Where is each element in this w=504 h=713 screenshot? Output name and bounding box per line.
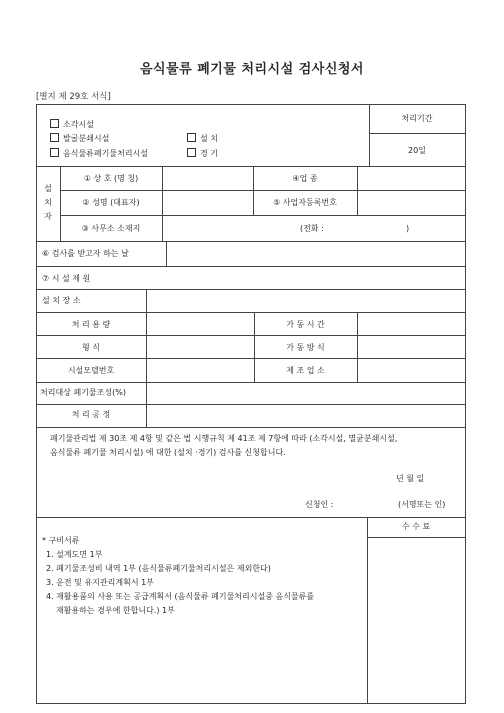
attachments-header: * 구비서류 — [42, 536, 80, 545]
office-address-label: ③ 사무소 소재지 — [81, 224, 141, 233]
checkbox-icon — [50, 148, 59, 157]
form-number: [별지 제 29호 서식] — [36, 92, 111, 102]
business-regno-label: ⑤ 사업자등록번호 — [273, 198, 337, 207]
phone-close: ) — [406, 224, 410, 233]
waste-composition-label: 처리대상 폐기물조성(%) — [40, 388, 126, 397]
operating-method-label: 가 동 방 식 — [286, 343, 325, 352]
type-label: 형 식 — [82, 343, 100, 352]
installer-side-label: 설 치 자 — [44, 184, 52, 221]
fee-label: 수 수 료 — [401, 522, 431, 531]
specs-label: ⑦ 시 설 제 원 — [42, 274, 91, 283]
declaration-text-1: 폐기물관리법 제 30조 제 4항 및 같은 법 시행규칙 제 41조 제 7항에 따라 (소각시설, 멸균분쇄시설, — [50, 434, 398, 443]
process-label: 처 리 공 정 — [71, 410, 111, 419]
period-value: 20일 — [408, 146, 426, 155]
checkbox-install[interactable]: 설 치 — [187, 133, 218, 144]
frame-top — [36, 104, 466, 105]
checkbox-food-waste[interactable]: 음식물류폐기물처리시설 — [50, 148, 148, 159]
company-name-label: ① 상 호 (명 칭) — [83, 174, 139, 183]
attachment-item: 4. 재활용품의 사용 또는 공급계획서 (음식물류 폐기물처리시설중 음식물류를 — [46, 592, 315, 601]
applicant-label: 신청인 : — [305, 500, 334, 509]
business-type-label: ④업 종 — [292, 174, 318, 183]
checkbox-change[interactable]: 경 기 — [187, 148, 218, 159]
install-location-label: 설 치 장 소 — [42, 296, 81, 305]
form-title: 음식물류 폐기물 처리시설 검사신청서 — [139, 62, 364, 77]
declaration-text-2: 음식물류 폐기물 처리시설) 에 대한 (설치 ·경기) 검사를 신청합니다. — [50, 448, 286, 457]
period-label: 처리기간 — [401, 114, 433, 123]
date-line: 년 월 일 — [396, 474, 425, 483]
signature-label: (서명또는 인) — [398, 500, 446, 509]
capacity-label: 처 리 용 량 — [71, 320, 111, 329]
checkbox-incineration[interactable]: 소각시설 — [50, 119, 94, 130]
attachment-item: 재활용하는 경우에 한합니다.) 1부 — [56, 606, 175, 615]
checkbox-icon — [187, 133, 196, 142]
frame-bottom — [36, 703, 466, 704]
model-number-label: 시설모델번호 — [67, 366, 115, 375]
manufacturer-label: 제 조 업 소 — [286, 366, 325, 375]
checkbox-icon — [187, 148, 196, 157]
inspection-date-label: ⑥ 검사를 받고자 하는 날 — [42, 249, 129, 258]
attachment-item: 3. 운전 및 유지관리계획서 1부 — [46, 578, 154, 587]
operating-time-label: 가 동 시 간 — [286, 320, 325, 329]
attachment-item: 2. 폐기물조성비 내역 1부 (음식물류폐기물처리시설은 제외한다) — [46, 564, 271, 573]
representative-label: ② 성명 (대표자) — [82, 198, 140, 207]
checkbox-icon — [50, 133, 59, 142]
attachment-item: 1. 설계도면 1부 — [46, 550, 103, 559]
phone-label: (전화 : — [300, 224, 324, 233]
checkbox-icon — [50, 119, 59, 128]
checkbox-dehydration[interactable]: 발굴분쇄시설 — [50, 133, 109, 144]
